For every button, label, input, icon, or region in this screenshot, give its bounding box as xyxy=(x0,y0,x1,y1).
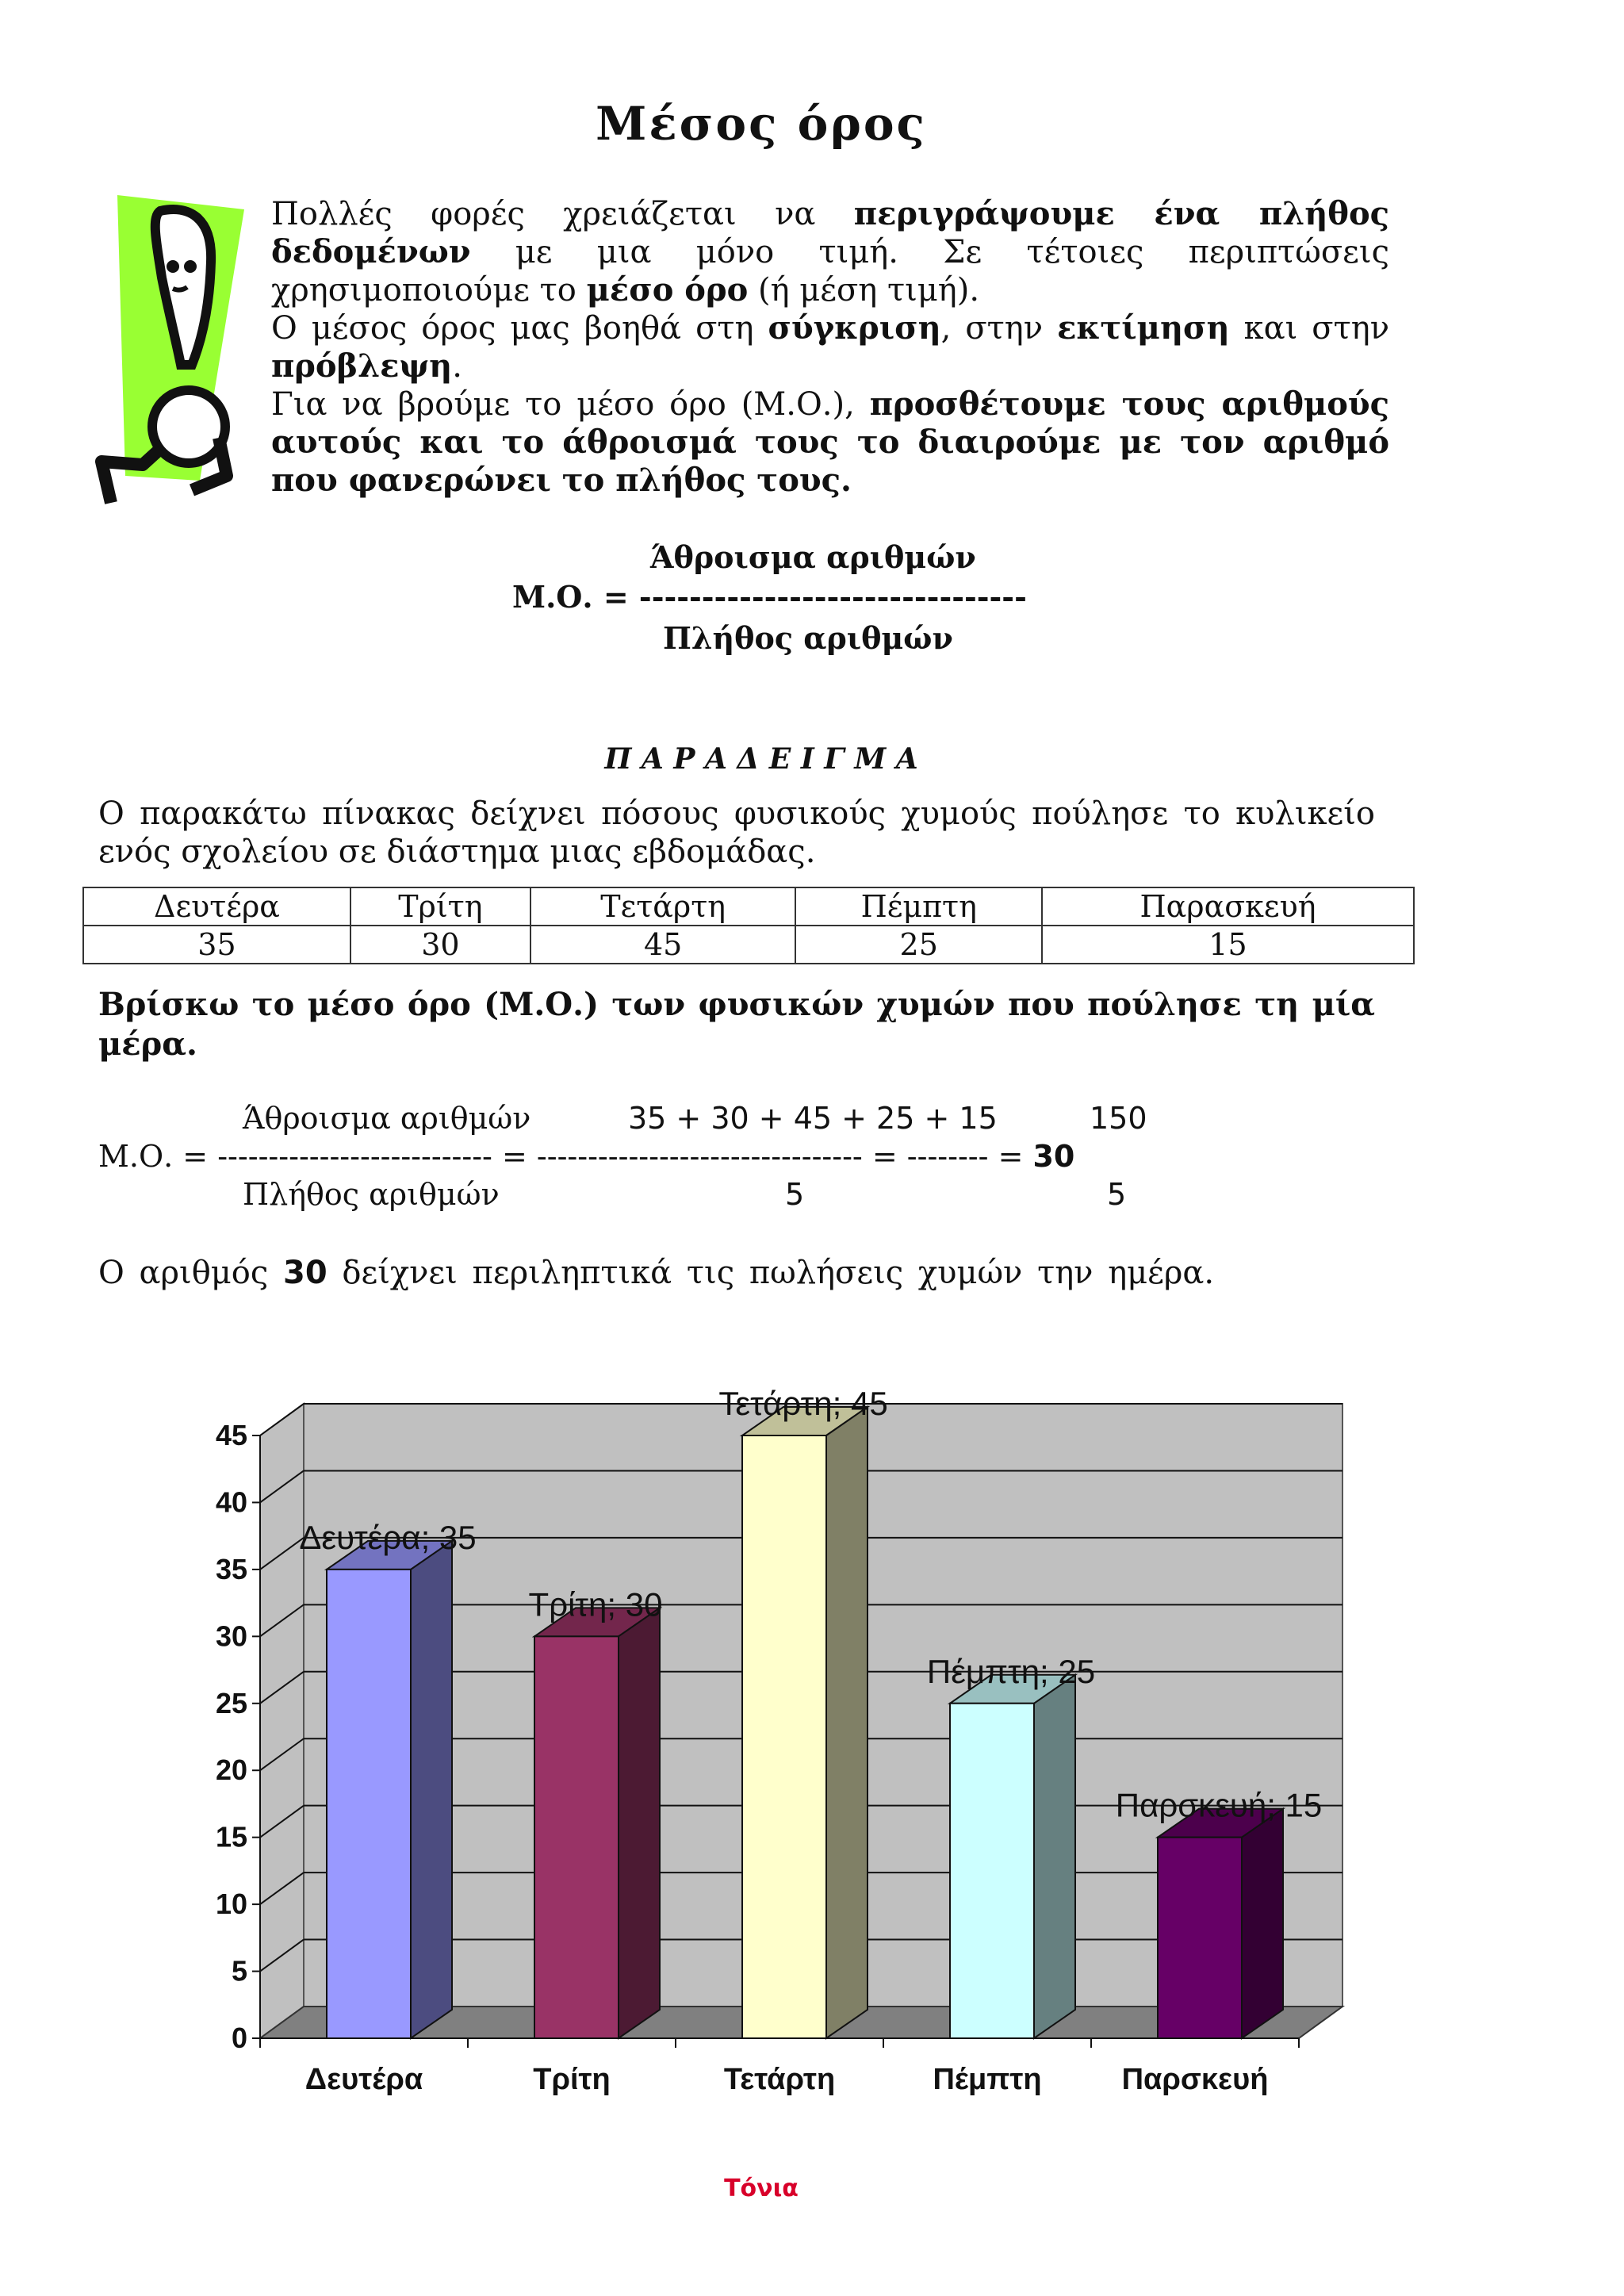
data-label: Τετάρτη; 45 xyxy=(718,1385,888,1422)
calc-numerator-label: Άθροισμα αριθμών xyxy=(243,1101,531,1136)
y-tick-label: 20 xyxy=(215,1754,247,1787)
table-row xyxy=(83,926,1414,964)
conclusion: Ο αριθμός 30 δείχνει περιληπτικά τις πωλήσεις χυμών την ημέρα. xyxy=(98,1255,1215,1291)
bar-side xyxy=(411,1541,452,2038)
table-header-row xyxy=(83,887,1414,926)
page-title: Μέσος όρος xyxy=(596,97,927,151)
table-cell: 45 xyxy=(530,926,796,964)
juice-sales-chart xyxy=(190,1348,1380,2110)
data-label: Τρίτη; 30 xyxy=(528,1585,663,1623)
footer-author: Τόνια xyxy=(724,2175,799,2202)
table-cell: Τετάρτη xyxy=(530,887,796,926)
intro-paragraph-2: Ο μέσος όρος μας βοηθά στη σύγκριση, στην εκτίμηση και στην πρόβλεψη. xyxy=(271,309,1390,385)
y-tick-label: 0 xyxy=(231,2022,247,2054)
y-tick-label: 45 xyxy=(215,1419,247,1451)
table-cell: 30 xyxy=(350,926,530,964)
calc-denominator-count: 5 xyxy=(785,1177,805,1212)
juice-sales-table xyxy=(82,887,1415,964)
formula-line: Μ.Ο. = ------------------------------- xyxy=(512,579,1027,615)
bar xyxy=(534,1636,619,2038)
y-tick-label: 40 xyxy=(215,1485,247,1519)
calc-result: 30 xyxy=(1032,1139,1075,1174)
data-label: Πέμπτη; 25 xyxy=(926,1652,1096,1690)
y-tick-label: 35 xyxy=(215,1552,247,1585)
data-label: Δευτέρα; 35 xyxy=(299,1518,477,1556)
chart-side-wall xyxy=(260,1404,304,2038)
y-tick-label: 5 xyxy=(231,1954,247,1987)
table-cell: 25 xyxy=(795,926,1041,964)
example-text: Ο παρακάτω πίνακας δείχνει πόσους φυσικούς χυμούς πούλησε το κυλικείο ενός σχολείου σε διάστημα μιας εβδομάδας. xyxy=(98,795,1375,870)
stick-figure-clipart xyxy=(95,190,254,523)
table-cell: Πέμπτη xyxy=(795,887,1041,926)
table-cell: 35 xyxy=(83,926,350,964)
example-task: Βρίσκω το μέσο όρο (Μ.Ο.) των φυσικών χυμών που πούλησε τη μία μέρα. xyxy=(98,986,1375,1063)
y-tick-label: 15 xyxy=(215,1820,247,1853)
calc-numerator-sum: 35 + 30 + 45 + 25 + 15 xyxy=(628,1101,998,1136)
bar-side xyxy=(1242,1809,1283,2038)
calc-line: Μ.Ο. = --------------------------- = -------------------------------- = -------- = 30 xyxy=(98,1139,1075,1174)
data-label: Παρσκευή; 15 xyxy=(1115,1786,1323,1824)
formula-numerator: Άθροισμα αριθμών xyxy=(650,539,976,575)
formula-denominator: Πλήθος αριθμών xyxy=(663,620,953,656)
y-tick-label: 25 xyxy=(215,1686,247,1719)
example-heading: Π Α Ρ Α Δ Ε Ι Γ Μ Α xyxy=(604,742,918,776)
bar xyxy=(1158,1838,1242,2038)
table-cell: Τρίτη xyxy=(350,887,530,926)
y-tick-label: 10 xyxy=(215,1888,247,1921)
bar-side xyxy=(826,1407,868,2038)
table-cell: Δευτέρα xyxy=(83,887,350,926)
x-tick-label: Πέμπτη xyxy=(933,2063,1042,2096)
x-tick-label: Παρσκευή xyxy=(1121,2063,1269,2096)
x-tick-label: Δευτέρα xyxy=(304,2063,423,2096)
bar xyxy=(327,1570,411,2038)
table-cell: 15 xyxy=(1042,926,1414,964)
calc-numerator-total: 150 xyxy=(1090,1101,1147,1136)
calc-denominator-count-2: 5 xyxy=(1107,1177,1127,1212)
intro-paragraph-1: Πολλές φορές χρειάζεται να περιγράψουμε ένα πλήθος δεδομένων με μια μόνο τιμή. Σε τέτοιες περιπτώσεις χρησιμοποιούμε το μέσο όρο (ή μέση τιμή). xyxy=(271,195,1389,309)
intro-paragraph-3: Για να βρούμε το μέσο όρο (Μ.Ο.), προσθέτουμε τους αριθμούς αυτούς και το άθροισμά τους το διαιρούμε με τον αριθμό που φανερώνει το πλήθος τους. xyxy=(271,385,1390,499)
bar-side xyxy=(1034,1675,1075,2038)
calc-denominator-label: Πλήθος αριθμών xyxy=(243,1177,500,1212)
bar-side xyxy=(619,1608,660,2038)
x-tick-label: Τετάρτη xyxy=(723,2063,836,2096)
y-tick-label: 30 xyxy=(215,1619,247,1653)
x-tick-label: Τρίτη xyxy=(533,2063,611,2096)
table-cell: Παρασκευή xyxy=(1042,887,1414,926)
bar xyxy=(950,1704,1034,2038)
bar xyxy=(742,1435,826,2038)
